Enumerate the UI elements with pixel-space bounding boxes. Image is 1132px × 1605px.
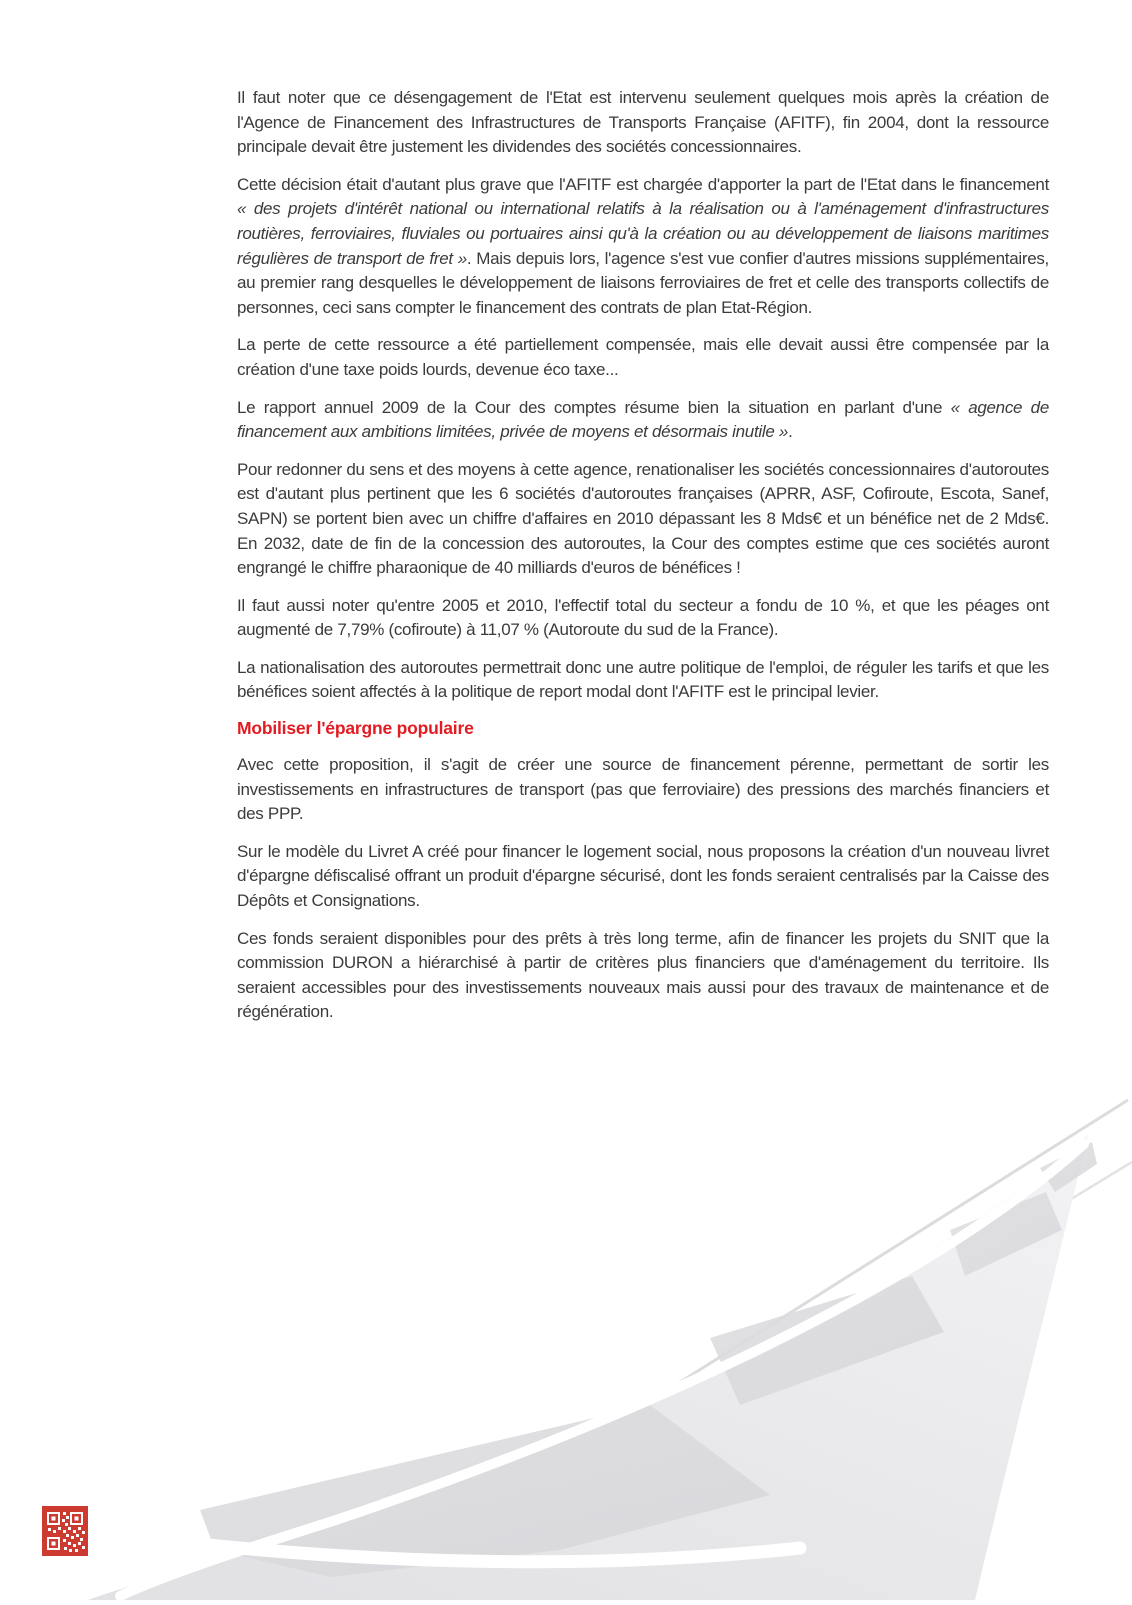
paragraph-rapport-2009	[237, 396, 1049, 445]
paragraph-proposition-epargne: Avec cette proposition, il s'agit de créer une source de financement pérenne, permettant de sortir les investissements en infrastructures de transport (pas que ferroviaire) des pressions des marchés financiers et des PPP.	[237, 755, 1049, 824]
lane-dash	[574, 1360, 604, 1374]
quoted-text-italic: « des projets d'intérêt national ou international relatifs à la réalisation ou à l'aménagement d'infrastructures routières, ferroviaires, fluviales ou portuaires ainsi qu'à la création ou au développement de liaisons maritimes régulières de transport de fret »	[237, 199, 1049, 268]
qr-code-icon	[42, 1506, 88, 1556]
text-run: . Mais depuis lors, l'agence s'est vue confier d'autres missions supplémentaires, au premier rang desquelles le développement de liaisons ferroviaires de fret et celle des transports collectifs de personnes, ceci sans compter le financement des contrats de plan Etat-Région.	[237, 248, 1049, 317]
road-patch	[710, 1276, 944, 1405]
paragraph-livret-a: Sur le modèle du Livret A créé pour financer le logement social, nous proposons la création d'un nouveau livret d'épargne défiscalisé offrant un produit d'épargne sécurisé, dont les fonds seraient centralisés par la Caisse des Dépôts et Consignations.	[237, 841, 1049, 911]
quoted-text-italic: « agence de financement aux ambitions limitées, privée de moyens et désormais inutile »	[237, 397, 1049, 442]
road-shoulder-gap	[120, 1144, 1084, 1596]
road-graphic	[0, 1080, 1132, 1600]
road-patch	[200, 1405, 770, 1577]
paragraph-renationalisation: Pour redonner du sens et des moyens à cette agence, renationaliser les sociétés concessionnaires d'autoroutes est d'autant plus pertinent que les 6 sociétés d'autoroutes françaises (APRR, ASF, Cofiroute, Escota, Sanef, SAPN) se portent bien avec un chiffre d'affaires en 2010 dépassant les 8 Mds€ et un bénéfice net de 2 Mds€. En 2032, date de fin de la concession des autoroutes, la Cour des comptes estime que ces sociétés auront engrangé le chiffre pharaonique de 40 milliards d'euros de bénéfices !	[237, 459, 1049, 578]
text-run: Le rapport annuel 2009 de la Cour des comptes résume bien la situation en parlant d'une	[237, 397, 951, 417]
lane-dash	[506, 1333, 537, 1348]
road-body	[88, 1135, 1088, 1600]
road-patch	[950, 1192, 1062, 1276]
road-edge-line	[620, 1100, 1128, 1420]
paragraph-nationalisation-levier: La nationalisation des autoroutes permettrait donc une autre politique de l'emploi, de réguler les tarifs et que les bénéfices soient affectés à la politique de report modal dont l'AFITF est le principal levier.	[237, 657, 1049, 702]
paragraph-prets-snit: Ces fonds seraient disponibles pour des prêts à très long terme, afin de financer les projets du SNIT que la commission DURON a hiérarchisé à partir de critères plus financiers que d'aménagement du territoire. Ils seraient accessibles pour des investissements nouveaux mais aussi pour des travaux de maintenance et de régénération.	[237, 928, 1049, 1022]
paragraph-effectifs-peages: Il faut aussi noter qu'entre 2005 et 2010, l'effectif total du secteur a fondu de 10 %, et que les péages ont augmenté de 7,79% (cofiroute) à 11,07 % (Autoroute du sud de la France).	[237, 595, 1049, 640]
road-bottom-stripe	[70, 1528, 800, 1562]
road-edge-line	[790, 1162, 1132, 1370]
paragraph-afitf-creation: Il faut noter que ce désengagement de l'Etat est intervenu seulement quelques mois après la création de l'Agence de Financement des Infrastructures de Transports Française (AFITF), fin 2004, dont la ressource principale devait être justement les dividendes des sociétés concessionnaires.	[237, 88, 1049, 157]
road-graphic-svg	[0, 1080, 1132, 1600]
section-heading-epargne-populaire: Mobiliser l'épargne populaire	[237, 718, 474, 739]
road-patch	[1040, 1142, 1097, 1192]
text-run: .	[788, 422, 793, 442]
text-column	[237, 86, 1049, 1038]
text-run: Cette décision était d'autant plus grave que l'AFITF est chargée d'apporter la part de l'Etat dans le financement	[237, 174, 1049, 194]
paragraph-taxe-poids-lourds: La perte de cette ressource a été partiellement compensée, mais elle devait aussi être compensée par la création d'une taxe poids lourds, devenue éco taxe...	[237, 335, 1049, 379]
paragraph-afitf-missions	[237, 173, 1049, 321]
qr-code-svg	[42, 1506, 88, 1556]
